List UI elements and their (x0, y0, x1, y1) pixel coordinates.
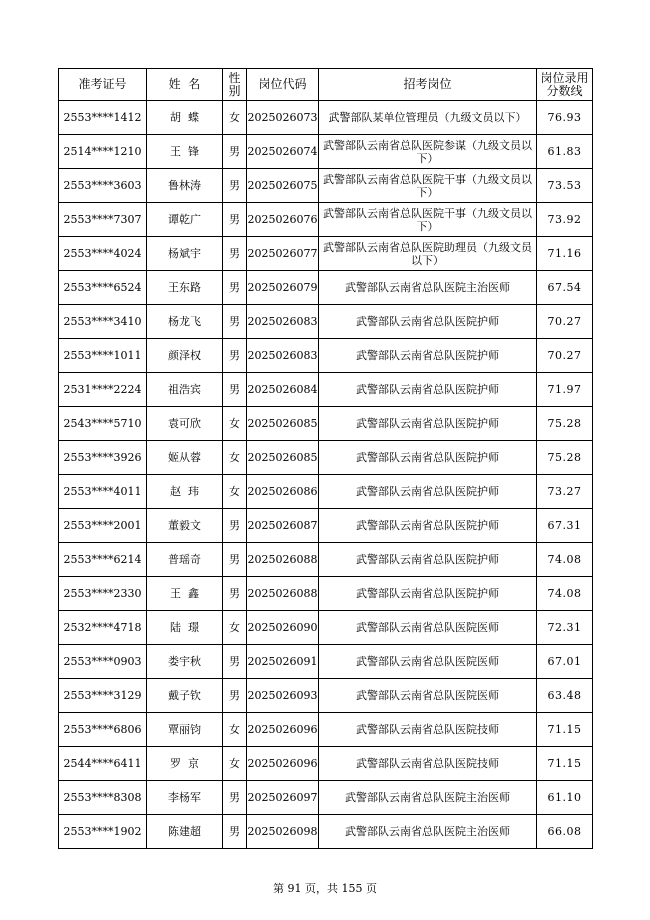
cell-exam-id: 2553****3410 (59, 305, 147, 339)
cell-gender: 女 (223, 101, 247, 135)
cell-post: 武警部队云南省总队医院技师 (319, 747, 537, 781)
cell-post-code: 2025026083 (247, 339, 319, 373)
cell-name: 普瑶奇 (147, 543, 223, 577)
cell-exam-id: 2553****1412 (59, 101, 147, 135)
cell-post-code: 2025026098 (247, 815, 319, 849)
table-row (59, 645, 593, 679)
table-row (59, 679, 593, 713)
cell-post-code: 2025026083 (247, 305, 319, 339)
table-row (59, 169, 593, 203)
cell-post-code: 2025026097 (247, 781, 319, 815)
cell-gender: 男 (223, 339, 247, 373)
cell-exam-id: 2532****4718 (59, 611, 147, 645)
cell-gender: 男 (223, 509, 247, 543)
page-number-footer: 第 91 页，共 155 页 (273, 882, 377, 895)
cell-score: 70.27 (537, 305, 593, 339)
cell-score: 71.97 (537, 373, 593, 407)
table-row (59, 475, 593, 509)
cell-post: 武警部队云南省总队医院主治医师 (319, 271, 537, 305)
results-table (58, 68, 593, 849)
cell-post: 武警部队云南省总队医院干事（九级文员以下） (319, 169, 537, 203)
cell-score: 66.08 (537, 815, 593, 849)
cell-post-code: 2025026090 (247, 611, 319, 645)
table-row (59, 203, 593, 237)
cell-exam-id: 2553****6214 (59, 543, 147, 577)
cell-name: 杨龙飞 (147, 305, 223, 339)
cell-post: 武警部队云南省总队医院护师 (319, 441, 537, 475)
cell-gender: 女 (223, 407, 247, 441)
cell-score: 76.93 (537, 101, 593, 135)
cell-post-code: 2025026096 (247, 713, 319, 747)
table-row (59, 305, 593, 339)
cell-exam-id: 2553****2001 (59, 509, 147, 543)
cell-exam-id: 2553****2330 (59, 577, 147, 611)
cell-gender: 男 (223, 203, 247, 237)
cell-score: 70.27 (537, 339, 593, 373)
cell-gender: 男 (223, 135, 247, 169)
cell-score: 67.31 (537, 509, 593, 543)
cell-score: 67.54 (537, 271, 593, 305)
cell-post-code: 2025026088 (247, 577, 319, 611)
cell-gender: 男 (223, 237, 247, 271)
header-post: 招考岗位 (319, 69, 537, 101)
cell-gender: 男 (223, 815, 247, 849)
cell-name: 祖浩宾 (147, 373, 223, 407)
cell-post-code: 2025026091 (247, 645, 319, 679)
cell-post: 武警部队云南省总队医院参谋（九级文员以下） (319, 135, 537, 169)
cell-gender: 女 (223, 441, 247, 475)
cell-name: 覃丽钧 (147, 713, 223, 747)
cell-score: 72.31 (537, 611, 593, 645)
cell-gender: 男 (223, 645, 247, 679)
cell-post: 武警部队云南省总队医院护师 (319, 373, 537, 407)
cell-exam-id: 2553****4024 (59, 237, 147, 271)
table-row (59, 373, 593, 407)
table-row (59, 407, 593, 441)
cell-exam-id: 2553****3926 (59, 441, 147, 475)
cell-post-code: 2025026073 (247, 101, 319, 135)
cell-post: 武警部队云南省总队医院主治医师 (319, 781, 537, 815)
cell-name: 袁可欣 (147, 407, 223, 441)
cell-exam-id: 2553****7307 (59, 203, 147, 237)
cell-post-code: 2025026093 (247, 679, 319, 713)
table-body (59, 101, 593, 849)
cell-post-code: 2025026088 (247, 543, 319, 577)
cell-gender: 女 (223, 611, 247, 645)
cell-post: 武警部队云南省总队医院技师 (319, 713, 537, 747)
cell-score: 74.08 (537, 577, 593, 611)
cell-name: 颜泽权 (147, 339, 223, 373)
cell-post-code: 2025026085 (247, 441, 319, 475)
cell-score: 71.16 (537, 237, 593, 271)
cell-exam-id: 2553****1011 (59, 339, 147, 373)
cell-score: 71.15 (537, 713, 593, 747)
cell-score: 73.27 (537, 475, 593, 509)
cell-post-code: 2025026086 (247, 475, 319, 509)
cell-score: 74.08 (537, 543, 593, 577)
cell-name: 王 锋 (147, 135, 223, 169)
cell-post-code: 2025026074 (247, 135, 319, 169)
cell-name: 陈建超 (147, 815, 223, 849)
cell-post: 武警部队云南省总队医院护师 (319, 475, 537, 509)
header-exam-id: 准考证号 (59, 69, 147, 101)
cell-post: 武警部队云南省总队医院护师 (319, 509, 537, 543)
cell-exam-id: 2553****8308 (59, 781, 147, 815)
cell-name: 王东路 (147, 271, 223, 305)
cell-name: 杨斌宇 (147, 237, 223, 271)
table-row (59, 747, 593, 781)
cell-score: 75.28 (537, 441, 593, 475)
cell-score: 61.10 (537, 781, 593, 815)
cell-score: 75.28 (537, 407, 593, 441)
cell-exam-id: 2553****1902 (59, 815, 147, 849)
cell-score: 71.15 (537, 747, 593, 781)
cell-post-code: 2025026096 (247, 747, 319, 781)
cell-gender: 女 (223, 713, 247, 747)
cell-post: 武警部队云南省总队医院护师 (319, 339, 537, 373)
header-name: 姓 名 (147, 69, 223, 101)
cell-post: 武警部队云南省总队医院护师 (319, 543, 537, 577)
cell-name: 罗 京 (147, 747, 223, 781)
cell-score: 61.83 (537, 135, 593, 169)
cell-post: 武警部队云南省总队医院医师 (319, 611, 537, 645)
cell-name: 谭乾广 (147, 203, 223, 237)
table-header-row (59, 69, 593, 101)
cell-gender: 男 (223, 271, 247, 305)
cell-post: 武警部队云南省总队医院护师 (319, 305, 537, 339)
cell-name: 李杨军 (147, 781, 223, 815)
cell-post: 武警部队云南省总队医院助理员（九级文员以下） (319, 237, 537, 271)
table-row (59, 713, 593, 747)
table-row (59, 815, 593, 849)
header-post-code: 岗位代码 (247, 69, 319, 101)
cell-name: 戴子钦 (147, 679, 223, 713)
cell-post: 武警部队云南省总队医院干事（九级文员以下） (319, 203, 537, 237)
cell-gender: 女 (223, 747, 247, 781)
header-score: 岗位录用分数线 (537, 69, 593, 101)
cell-exam-id: 2553****0903 (59, 645, 147, 679)
cell-exam-id: 2543****5710 (59, 407, 147, 441)
cell-score: 67.01 (537, 645, 593, 679)
cell-exam-id: 2514****1210 (59, 135, 147, 169)
header-gender: 性别 (223, 69, 247, 101)
table-row (59, 509, 593, 543)
cell-score: 73.53 (537, 169, 593, 203)
cell-post: 武警部队云南省总队医院医师 (319, 679, 537, 713)
cell-gender: 男 (223, 679, 247, 713)
table-row (59, 135, 593, 169)
cell-post: 武警部队云南省总队医院主治医师 (319, 815, 537, 849)
cell-name: 姬从蓉 (147, 441, 223, 475)
table-row (59, 781, 593, 815)
cell-gender: 男 (223, 577, 247, 611)
cell-score: 63.48 (537, 679, 593, 713)
cell-exam-id: 2553****4011 (59, 475, 147, 509)
cell-exam-id: 2553****6524 (59, 271, 147, 305)
table-row (59, 237, 593, 271)
cell-name: 陆 璟 (147, 611, 223, 645)
cell-gender: 男 (223, 373, 247, 407)
cell-post-code: 2025026084 (247, 373, 319, 407)
cell-post-code: 2025026085 (247, 407, 319, 441)
cell-gender: 男 (223, 305, 247, 339)
table-row (59, 611, 593, 645)
cell-post-code: 2025026075 (247, 169, 319, 203)
cell-name: 董毅文 (147, 509, 223, 543)
cell-name: 赵 玮 (147, 475, 223, 509)
table-row (59, 543, 593, 577)
cell-name: 王 鑫 (147, 577, 223, 611)
table-row (59, 101, 593, 135)
cell-post: 武警部队某单位管理员（九级文员以下） (319, 101, 537, 135)
cell-post: 武警部队云南省总队医院护师 (319, 577, 537, 611)
cell-gender: 女 (223, 475, 247, 509)
cell-gender: 男 (223, 543, 247, 577)
cell-post-code: 2025026077 (247, 237, 319, 271)
cell-exam-id: 2544****6411 (59, 747, 147, 781)
cell-exam-id: 2553****6806 (59, 713, 147, 747)
cell-post-code: 2025026079 (247, 271, 319, 305)
table-row (59, 441, 593, 475)
cell-name: 胡 蝶 (147, 101, 223, 135)
cell-exam-id: 2531****2224 (59, 373, 147, 407)
table-row (59, 339, 593, 373)
cell-name: 娄宇秋 (147, 645, 223, 679)
cell-gender: 男 (223, 781, 247, 815)
cell-post-code: 2025026087 (247, 509, 319, 543)
cell-gender: 男 (223, 169, 247, 203)
cell-exam-id: 2553****3603 (59, 169, 147, 203)
cell-post: 武警部队云南省总队医院护师 (319, 407, 537, 441)
cell-name: 鲁林涛 (147, 169, 223, 203)
cell-exam-id: 2553****3129 (59, 679, 147, 713)
table-row (59, 577, 593, 611)
cell-score: 73.92 (537, 203, 593, 237)
cell-post-code: 2025026076 (247, 203, 319, 237)
cell-post: 武警部队云南省总队医院医师 (319, 645, 537, 679)
table-row (59, 271, 593, 305)
